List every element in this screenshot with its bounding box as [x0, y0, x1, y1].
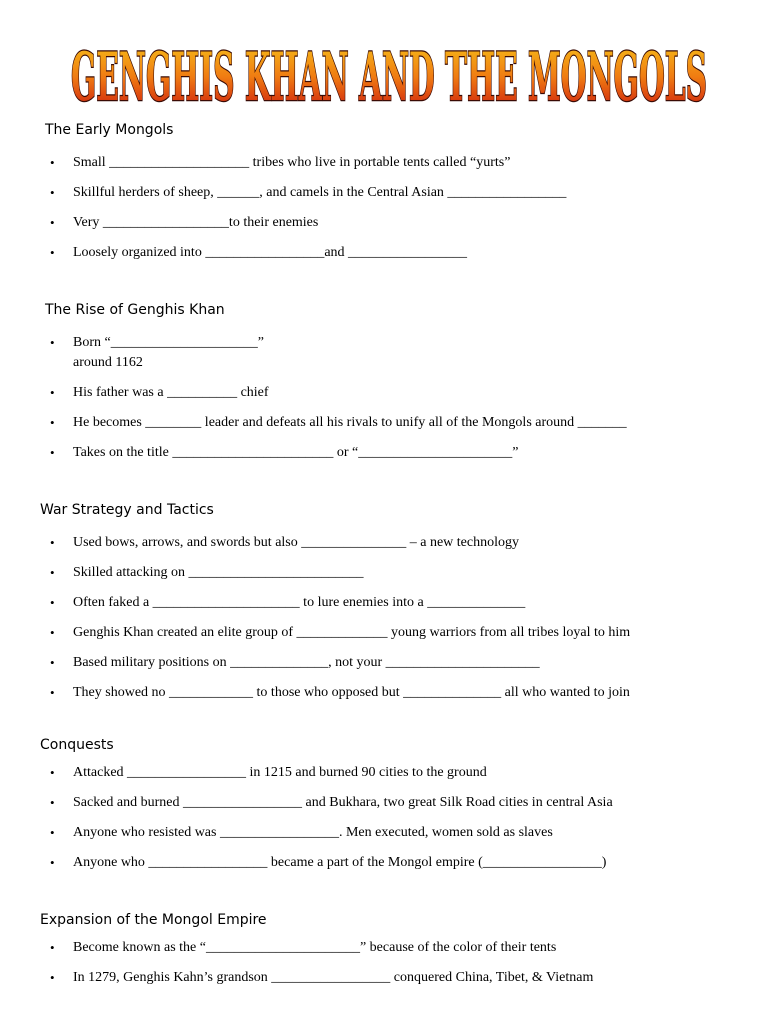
bullet-marker: •	[50, 385, 55, 400]
item-text: He becomes ________ leader and defeats all his rivals to unify all of the Mongols around _______	[73, 415, 627, 430]
item-text: Small ____________________ tribes who live in portable tents called “yurts”	[73, 155, 511, 170]
item-text: Anyone who _________________ became a part of the Mongol empire (_________________)	[73, 855, 607, 870]
bullet-marker: •	[50, 765, 55, 780]
section-heading: War Strategy and Tactics	[40, 502, 214, 518]
bullet-marker: •	[50, 565, 55, 580]
item-text: They showed no ____________ to those who opposed but ______________ all who wanted to join	[73, 685, 630, 700]
item-text: Skilled attacking on _________________________	[73, 565, 364, 580]
bullet-marker: •	[50, 595, 55, 610]
bullet-marker: •	[50, 625, 55, 640]
item-text: Genghis Khan created an elite group of _____________ young warriors from all tribes loyal to him	[73, 625, 631, 640]
section-heading: Conquests	[40, 737, 114, 753]
item-text: Sacked and burned _________________ and Bukhara, two great Silk Road cities in central Asia	[73, 795, 613, 810]
item-text: Skillful herders of sheep, ______, and camels in the Central Asian _________________	[73, 185, 567, 200]
item-text: Loosely organized into _________________and _________________	[73, 245, 468, 260]
bullet-marker: •	[50, 855, 55, 870]
section-heading: The Early Mongols	[45, 122, 174, 138]
bullet-marker: •	[50, 940, 55, 955]
item-text: Born “_____________________” around 1162	[73, 335, 264, 370]
item-text: Takes on the title _______________________ or “______________________”	[73, 445, 519, 460]
bullet-marker: •	[50, 970, 55, 985]
item-text: Used bows, arrows, and swords but also _______________ – a new technology	[73, 535, 519, 550]
item-text: Often faked a _____________________ to lure enemies into a ______________	[73, 595, 526, 610]
title-wordart	[0, 28, 768, 112]
item-text: In 1279, Genghis Kahn’s grandson _________________ conquered China, Tibet, & Vietnam	[73, 970, 594, 985]
bullet-marker: •	[50, 535, 55, 550]
page-title: GENGHIS KHAN AND THE MONGOLS	[71, 38, 707, 112]
bullet-marker: •	[50, 215, 55, 230]
section-heading: Expansion of the Mongol Empire	[40, 912, 267, 928]
item-text: Become known as the “______________________” because of the color of their tents	[73, 940, 557, 955]
bullet-marker: •	[50, 335, 55, 350]
bullet-marker: •	[50, 155, 55, 170]
item-text: Attacked _________________ in 1215 and burned 90 cities to the ground	[73, 765, 487, 780]
item-text: Based military positions on ______________, not your ______________________	[73, 655, 540, 670]
bullet-marker: •	[50, 245, 55, 260]
worksheet-title	[0, 28, 768, 112]
bullet-marker: •	[50, 825, 55, 840]
section-heading: The Rise of Genghis Khan	[45, 302, 225, 318]
item-text: Anyone who resisted was _________________. Men executed, women sold as slaves	[73, 825, 553, 840]
item-text: His father was a __________ chief	[73, 385, 269, 400]
bullet-marker: •	[50, 445, 55, 460]
item-text: Very __________________to their enemies	[73, 215, 319, 230]
bullet-marker: •	[50, 795, 55, 810]
bullet-marker: •	[50, 415, 55, 430]
bullet-marker: •	[50, 655, 55, 670]
bullet-marker: •	[50, 185, 55, 200]
bullet-marker: •	[50, 685, 55, 700]
